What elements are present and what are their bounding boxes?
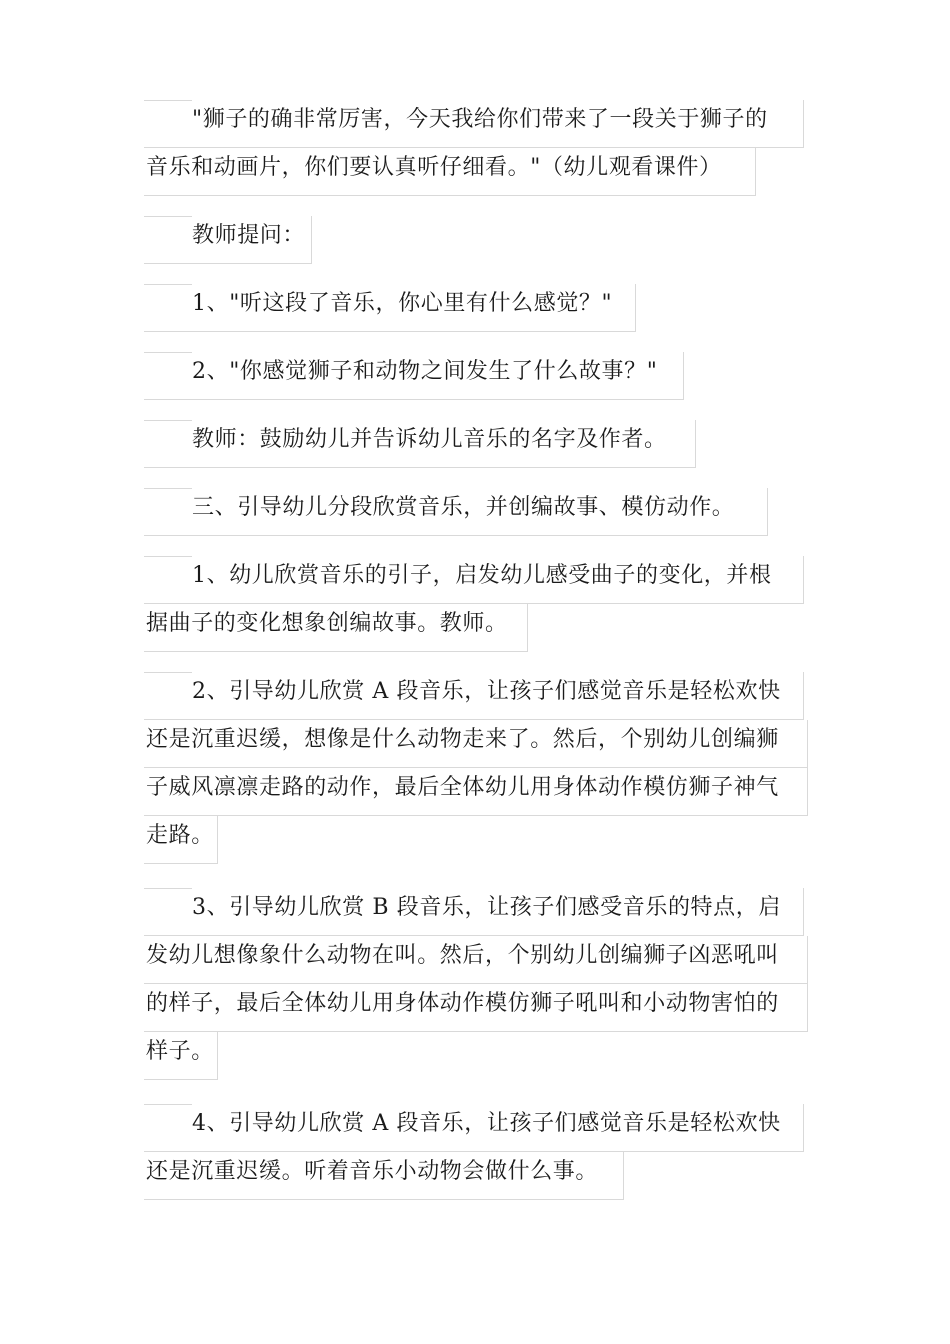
text-line: 还是沉重迟缓，想像是什么动物走来了。然后，个别幼儿创编狮 — [144, 720, 808, 768]
text-line: 教师：鼓励幼儿并告诉幼儿音乐的名字及作者。 — [144, 420, 696, 468]
text-line: 4、引导幼儿欣赏 A 段音乐，让孩子们感觉音乐是轻松欢快 — [144, 1104, 804, 1152]
paragraph-teacher-questions — [144, 216, 312, 264]
text-line: 音乐和动画片，你们要认真听仔细看。"（幼儿观看课件） — [144, 148, 756, 196]
text-line: 子威风凛凛走路的动作，最后全体幼儿用身体动作模仿狮子神气 — [144, 768, 808, 816]
text-line: 2、"你感觉狮子和动物之间发生了什么故事？" — [144, 352, 684, 400]
text-line: 的样子，最后全体幼儿用身体动作模仿狮子吼叫和小动物害怕的 — [144, 984, 808, 1032]
paragraph-step-1 — [144, 556, 804, 652]
text-line: 2、引导幼儿欣赏 A 段音乐，让孩子们感觉音乐是轻松欢快 — [144, 672, 804, 720]
paragraph-step-2 — [144, 672, 808, 864]
text-line: 还是沉重迟缓。听着音乐小动物会做什么事。 — [144, 1152, 624, 1200]
text-line: 据曲子的变化想象创编故事。教师。 — [144, 604, 528, 652]
paragraph-lion-intro — [144, 100, 804, 196]
text-line: 样子。 — [144, 1032, 218, 1080]
text-line: 发幼儿想像象什么动物在叫。然后，个别幼儿创编狮子凶恶吼叫 — [144, 936, 808, 984]
paragraph-step-4 — [144, 1104, 804, 1200]
text-line: 走路。 — [144, 816, 218, 864]
paragraph-step-3 — [144, 888, 808, 1080]
text-line: 1、幼儿欣赏音乐的引子，启发幼儿感受曲子的变化，并根 — [144, 556, 804, 604]
paragraph-question-1 — [144, 284, 636, 332]
text-line: "狮子的确非常厉害，今天我给你们带来了一段关于狮子的 — [144, 100, 804, 148]
text-line: 1、"听这段了音乐，你心里有什么感觉？" — [144, 284, 636, 332]
text-line: 三、引导幼儿分段欣赏音乐，并创编故事、模仿动作。 — [144, 488, 768, 536]
paragraph-question-2 — [144, 352, 684, 400]
text-line: 3、引导幼儿欣赏 B 段音乐，让孩子们感受音乐的特点，启 — [144, 888, 804, 936]
paragraph-section-three — [144, 488, 768, 536]
paragraph-teacher-encourage — [144, 420, 696, 468]
text-line: 教师提问： — [144, 216, 312, 264]
